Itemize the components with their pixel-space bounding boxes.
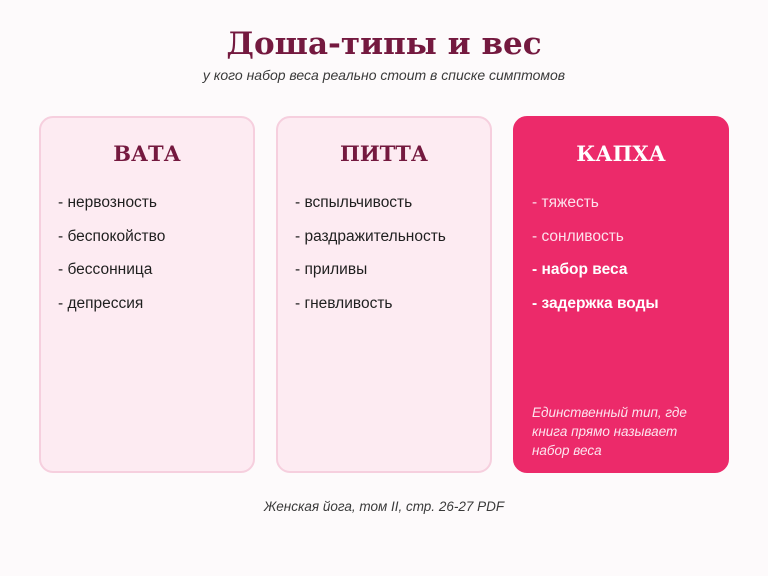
list-item: - вспыльчивость (295, 194, 413, 211)
card-title: ПИТТА (339, 141, 429, 166)
card-title: ВАТА (113, 141, 181, 166)
list-item: - сонливость (532, 227, 624, 245)
page-title: Доша-типы и вес (226, 26, 542, 62)
list-item: - беспокойство (58, 227, 166, 245)
list-item: - бессонница (58, 261, 153, 278)
card-kapha (513, 116, 729, 473)
card-vata (39, 116, 255, 473)
list-item: - раздражительность (295, 227, 446, 245)
list-item-highlighted: - набор веса (532, 261, 628, 278)
list-item-highlighted: - задержка воды (532, 294, 659, 312)
card-note: Единственный тип, где книга прямо называет набор веса (532, 405, 687, 458)
page-subtitle: у кого набор веса реально стоит в списке симптомов (202, 67, 566, 83)
list-item: - гневливость (295, 294, 393, 312)
symptom-list (532, 186, 659, 320)
list-item: - депрессия (58, 294, 144, 312)
card-pitta (276, 116, 492, 473)
symptom-list (295, 186, 446, 320)
list-item: - нервозность (58, 194, 157, 211)
card-title: КАПХА (576, 141, 666, 166)
symptom-list (58, 186, 165, 320)
source-footer: Женская йога, том II, стр. 26-27 PDF (263, 499, 505, 514)
list-item: - тяжесть (532, 194, 599, 211)
list-item: - приливы (295, 261, 368, 278)
